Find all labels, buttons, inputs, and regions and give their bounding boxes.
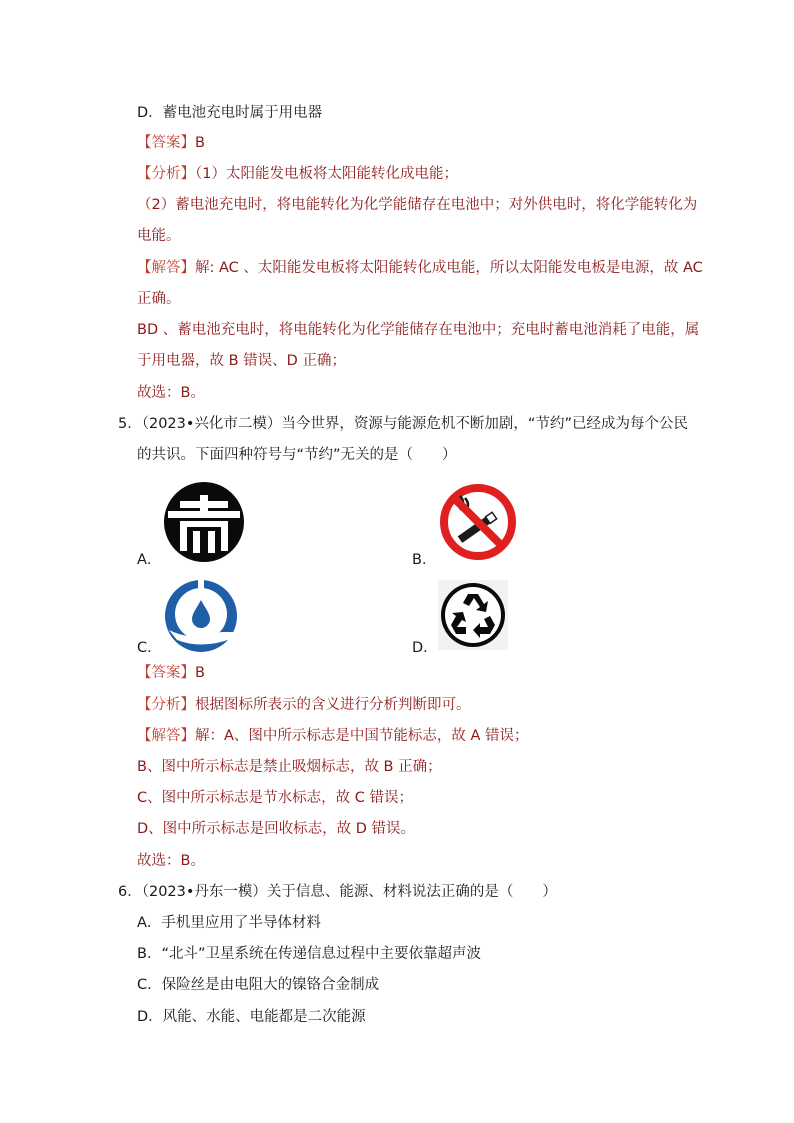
- recycle-icon: [438, 580, 508, 650]
- solution-text: 解: AC 、太阳能发电板将太阳能转化成电能，所以太阳能发电板是电源，故 AC: [195, 260, 703, 276]
- analysis-tag: 【分析】: [137, 697, 195, 713]
- q5-label-a: A．: [137, 552, 162, 568]
- q5-label-c: C．: [137, 640, 162, 656]
- answer-value: B: [195, 665, 205, 681]
- q4-solution-2b: 于用电器，故 B 错误、D 正确；: [137, 353, 346, 369]
- q4-option-d: D．蓄电池充电时属于用电器: [137, 105, 323, 121]
- q5-label-d: D．: [412, 640, 438, 656]
- q5-stem-2: 的共识。下面四种符号与“节约”无关的是（ ）: [137, 447, 457, 463]
- q4-solution-1b: 正确。: [137, 291, 181, 307]
- q6-stem: 6．（2023•丹东一模）关于信息、能源、材料说法正确的是（ ）: [118, 884, 557, 900]
- q4-analysis-2b: 电能。: [137, 228, 181, 244]
- energy-saving-logo-icon: [163, 481, 245, 563]
- analysis-text: 根据图标所表示的含义进行分析判断即可。: [195, 697, 471, 713]
- q4-analysis-2a: （2）蓄电池充电时，将电能转化为化学能储存在电池中；对外供电时，将化学能转化为: [137, 197, 698, 213]
- water-saving-icon: [163, 578, 239, 654]
- q6-option-c: C．保险丝是由电阻大的镍铬合金制成: [137, 977, 380, 993]
- q5-stem-1: 5．（2023•兴化市二模）当今世界，资源与能源危机不断加剧，“节约”已经成为每个公民: [118, 416, 688, 432]
- analysis-tag: 【分析】: [137, 166, 195, 182]
- q5-conclusion: 故选：B。: [137, 853, 205, 869]
- q6-option-a: A．手机里应用了半导体材料: [137, 915, 321, 931]
- q5-solution-3: C、图中所示标志是节水标志，故 C 错误；: [137, 790, 413, 806]
- q5-label-b: B．: [412, 552, 437, 568]
- q4-solution-1a: [137, 258, 703, 278]
- answer-tag: 【答案】: [137, 665, 195, 681]
- answer-value: B: [195, 135, 205, 151]
- no-smoking-icon: [438, 482, 518, 562]
- solution-text: 解：A、图中所示标志是中国节能标志，故 A 错误；: [195, 728, 529, 744]
- q5-solution-2: B、图中所示标志是禁止吸烟标志，故 B 正确；: [137, 759, 442, 775]
- q4-analysis-1: [137, 164, 458, 184]
- solution-tag: 【解答】: [137, 260, 195, 276]
- q4-conclusion: 故选：B。: [137, 385, 205, 401]
- q5-answer: [137, 663, 205, 683]
- answer-tag: 【答案】: [137, 135, 195, 151]
- q6-option-d: D．风能、水能、电能都是二次能源: [137, 1009, 366, 1025]
- q4-answer: [137, 133, 205, 153]
- analysis-text: （1）太阳能发电板将太阳能转化成电能；: [195, 166, 458, 182]
- q5-analysis: [137, 695, 471, 715]
- q5-solution-4: D、图中所示标志是回收标志，故 D 错误。: [137, 821, 416, 837]
- solution-tag: 【解答】: [137, 728, 195, 744]
- q5-solution-1: [137, 726, 529, 746]
- q4-solution-2a: BD 、蓄电池充电时，将电能转化为化学能储存在电池中；充电时蓄电池消耗了电能，属: [137, 322, 700, 338]
- q6-option-b: B．“北斗”卫星系统在传递信息过程中主要依靠超声波: [137, 946, 481, 962]
